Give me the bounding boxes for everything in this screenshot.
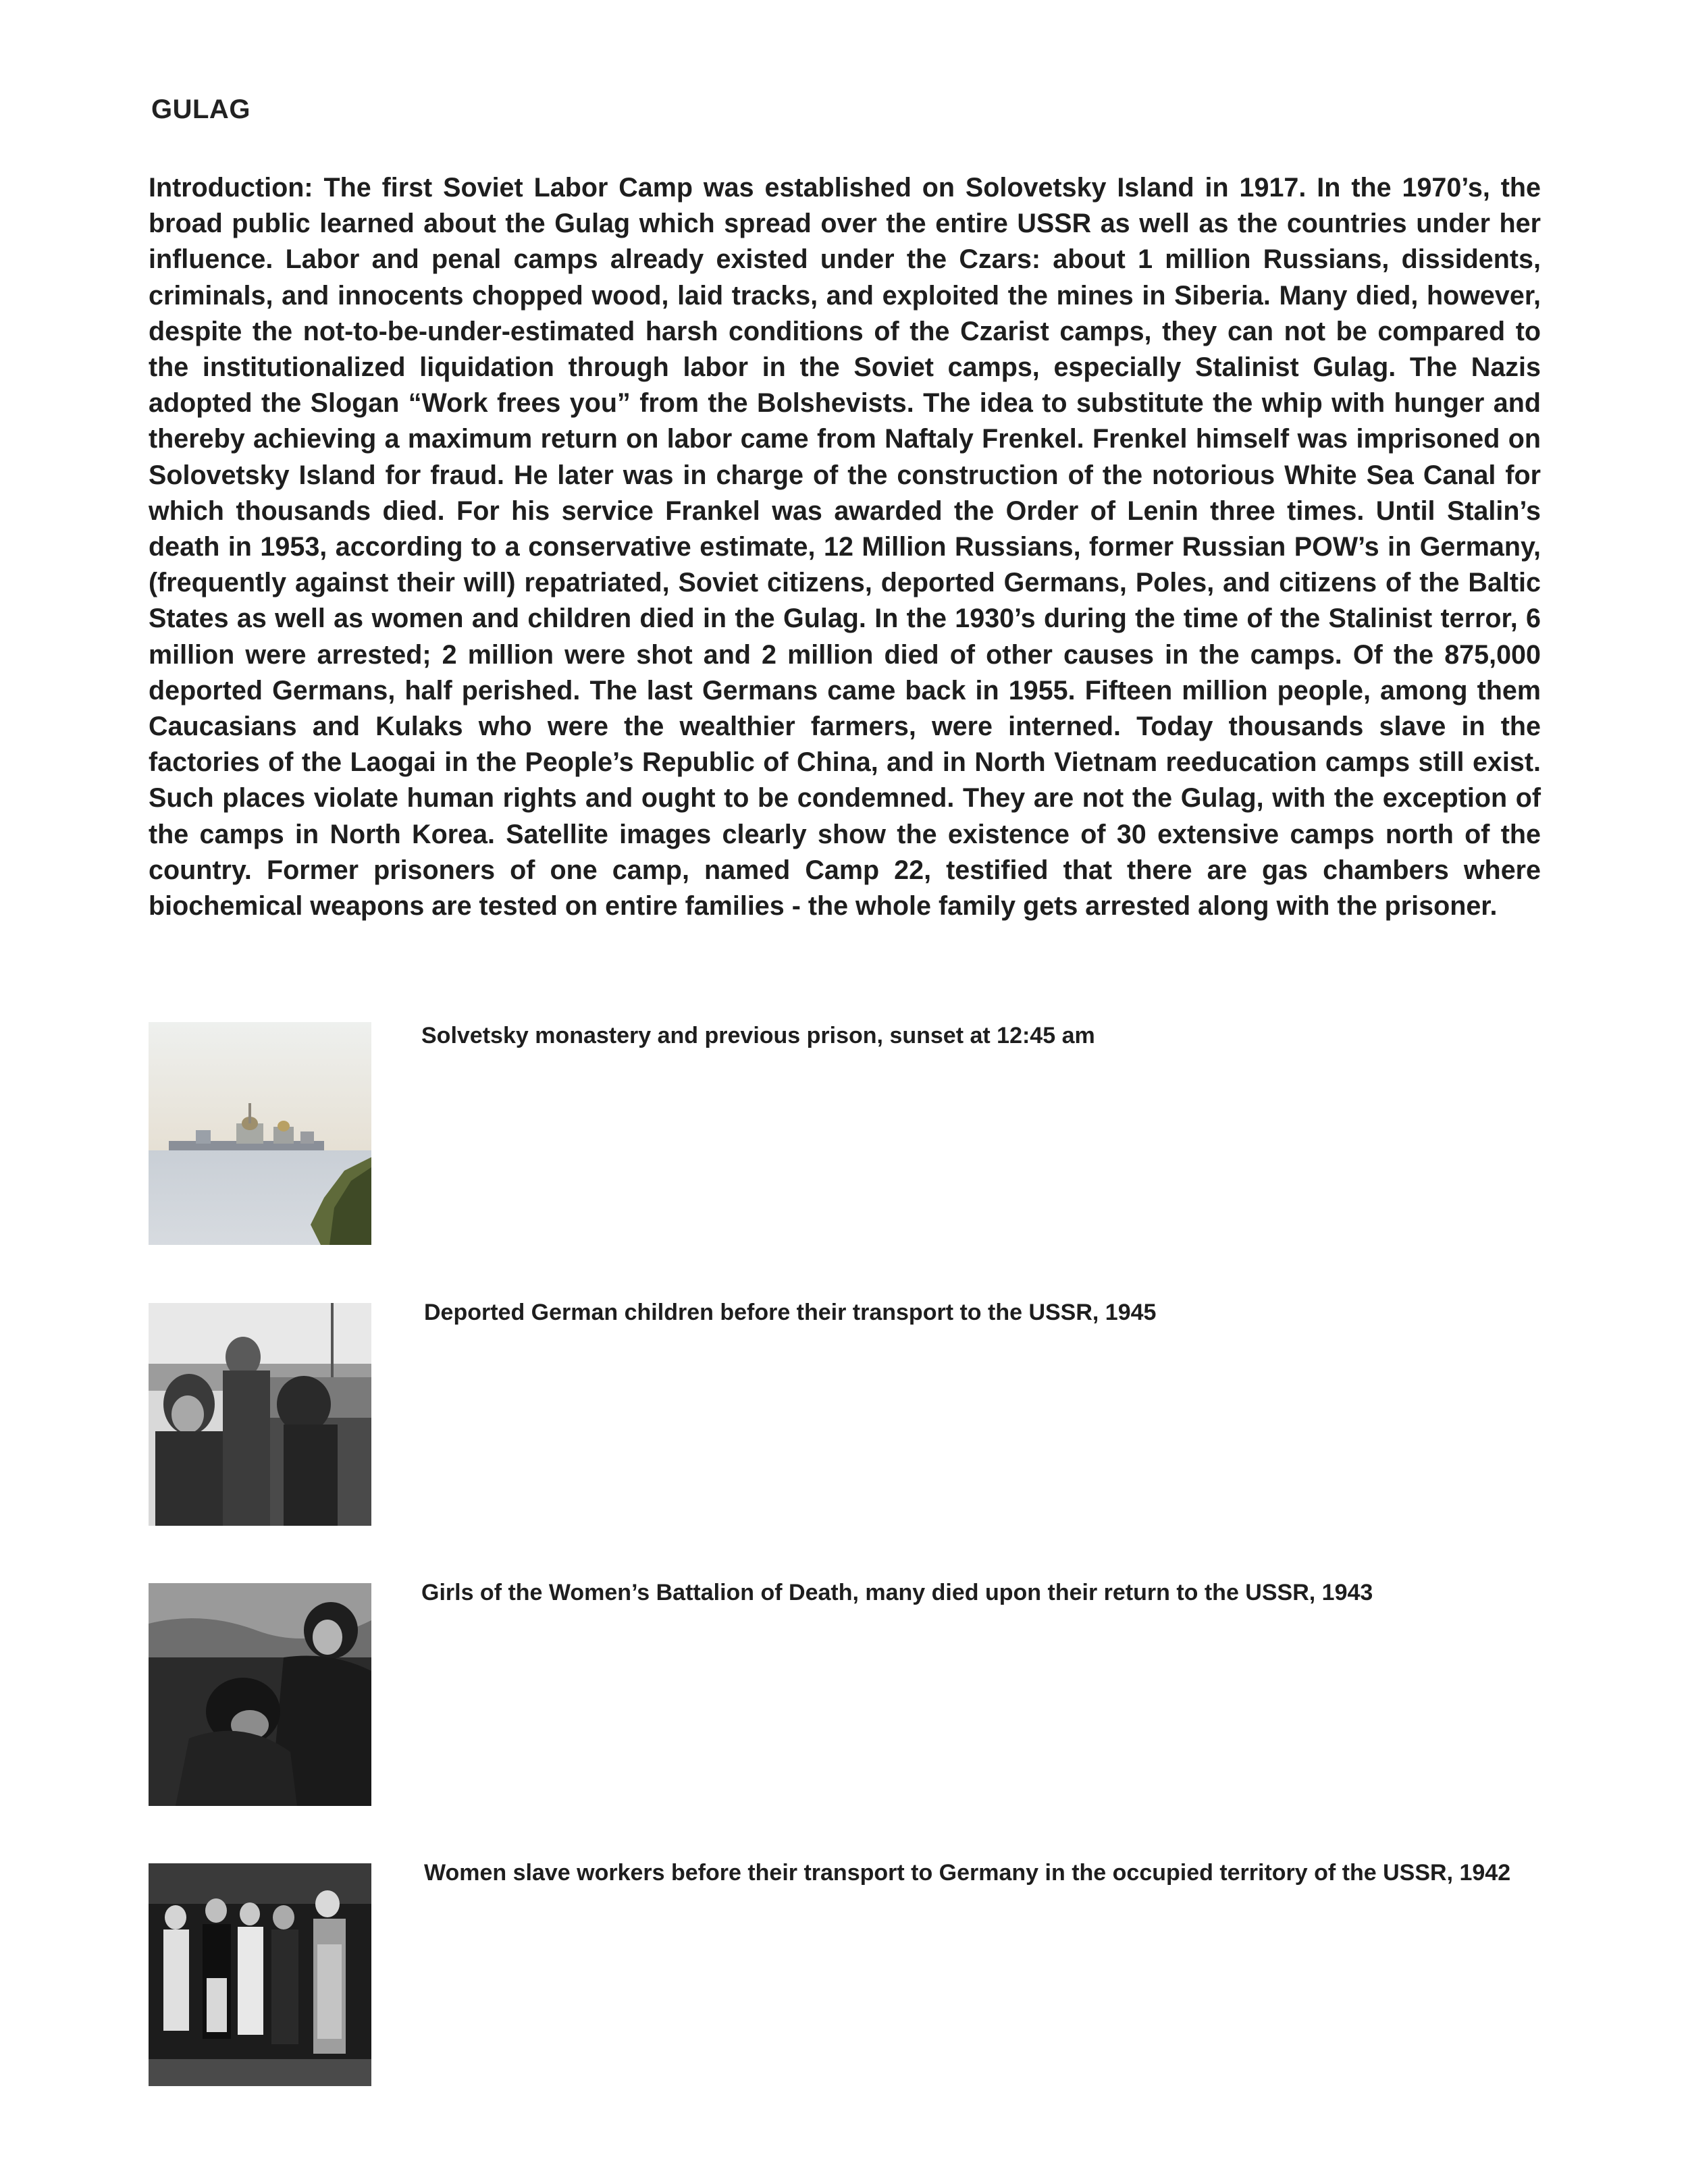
deported-children-photo	[149, 1303, 371, 1526]
photo-caption: Women slave workers before their transport to Germany in the occupied territory of the USSR, 1942	[424, 1860, 1511, 1886]
page-title: GULAG	[151, 95, 250, 124]
photo-caption: Girls of the Women’s Battalion of Death, many died upon their return to the USSR, 1943	[421, 1580, 1373, 1605]
photo-caption: Deported German children before their transport to the USSR, 1945	[424, 1300, 1157, 1325]
womens-battalion-photo	[149, 1583, 371, 1806]
women-workers-photo	[149, 1863, 371, 2086]
monastery-photo	[149, 1022, 371, 1245]
introduction-paragraph: Introduction: The first Soviet Labor Camp was established on Solovetsky Island in 1917. In the 1970’s, the broad public learned about the Gulag which spread over the entire USSR as well as the countries under her influence. Labor and penal camps already existed under the Czars: about 1 million Russians, dissidents, criminals, and innocents chopped wood, laid tracks, and exploited the mines in Siberia. Many died, however, despite the not-to-be-under-estimated harsh conditions of the Czarist camps, they can not be compared to the institutionalized liquidation through labor in the Soviet camps, especially Stalinist Gulag. The Nazis adopted the Slogan “Work frees you” from the Bolshevists. The idea to substitute the whip with hunger and thereby achieving a maximum return on labor came from Naftaly Frenkel. Frenkel himself was imprisoned on Solovetsky Island for fraud. He later was in charge of the construction of the notorious White Sea Canal for which thousands died. For his service Frankel was awarded the Order of Lenin three times. Until Stalin’s death in 1953, according to a conservative estimate, 12 Million Russians, former Russian POW’s in Germany, (frequently against their will) repatriated, Soviet citizens, deported Germans, Poles, and citizens of the Baltic States as well as women and children died in the Gulag. In the 1930’s during the time of the Stalinist terror, 6 million were arrested; 2 million were shot and 2 million died of other causes in the camps. Of the 875,000 deported Germans, half perished. The last Germans came back in 1955. Fifteen million people, among them Caucasians and Kulaks who were the wealthier farmers, were interned. Today thousands slave in the factories of the Laogai in the People’s Republic of China, and in North Vietnam reeducation camps still exist. Such places violate human rights and ought to be condemned. They are not the Gulag, with the exception of the camps in North Korea. Satellite images clearly show the existence of 30 extensive camps north of the country. Former prisoners of one camp, named Camp 22, testified that there are gas chambers where biochemical weapons are tested on entire families - the whole family gets arrested along with the prisoner.	[149, 173, 1541, 922]
photo-caption: Solvetsky monastery and previous prison, sunset at 12:45 am	[421, 1023, 1095, 1048]
